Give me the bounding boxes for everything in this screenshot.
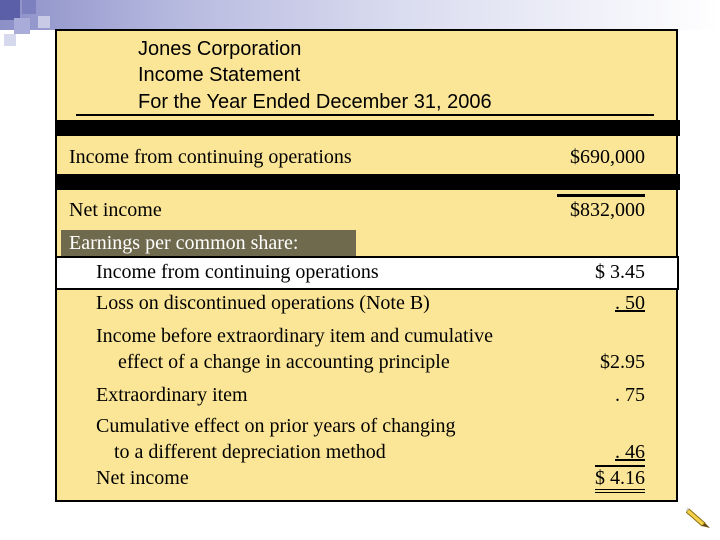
deco-square: [38, 16, 50, 28]
eps-row-value-text: . 46: [615, 441, 645, 463]
total-rule: [557, 194, 645, 197]
company-name: Jones Corporation: [138, 38, 302, 60]
eps-row-label: to a different depreciation method: [114, 441, 386, 463]
deco-square: [22, 0, 36, 14]
continuing-ops-label: Income from continuing operations: [69, 146, 352, 168]
eps-row-value-text: . 50: [615, 292, 645, 314]
eps-row-label: Income before extraordinary item and cumulative: [96, 325, 494, 347]
eps-row-value: . 75: [615, 384, 645, 406]
deco-square: [0, 0, 20, 20]
pencil-icon: [686, 506, 712, 530]
eps-row-label: Income from continuing operations: [96, 261, 379, 283]
eps-row-label: Net income: [96, 467, 189, 489]
header-stripe: [0, 0, 720, 30]
eps-row-value: $ 3.45: [595, 261, 645, 283]
eps-row-label: Loss on discontinued operations (Note B): [96, 292, 430, 314]
statement-period: For the Year Ended December 31, 2006: [138, 91, 492, 113]
black-band: [57, 120, 680, 136]
net-income-value: $832,000: [570, 199, 645, 221]
continuing-ops-value: $690,000: [570, 146, 645, 168]
eps-row-value: [588, 466, 645, 490]
eps-row-value-text: $ 4.16: [595, 465, 645, 493]
eps-row-value: [560, 440, 645, 464]
black-band: [57, 174, 680, 190]
net-income-label: Net income: [69, 199, 162, 221]
eps-row-value: [560, 291, 645, 315]
statement-title: Income Statement: [138, 64, 301, 86]
eps-row-label: effect of a change in accounting principle: [118, 351, 450, 373]
eps-row-value: $2.95: [600, 351, 645, 373]
deco-square: [4, 34, 16, 46]
heading-rule: [76, 114, 654, 116]
eps-heading: Earnings per common share:: [61, 230, 356, 256]
deco-square: [14, 18, 30, 34]
eps-row-label: Extraordinary item: [96, 384, 248, 406]
eps-row-label: Cumulative effect on prior years of changing: [96, 415, 456, 437]
